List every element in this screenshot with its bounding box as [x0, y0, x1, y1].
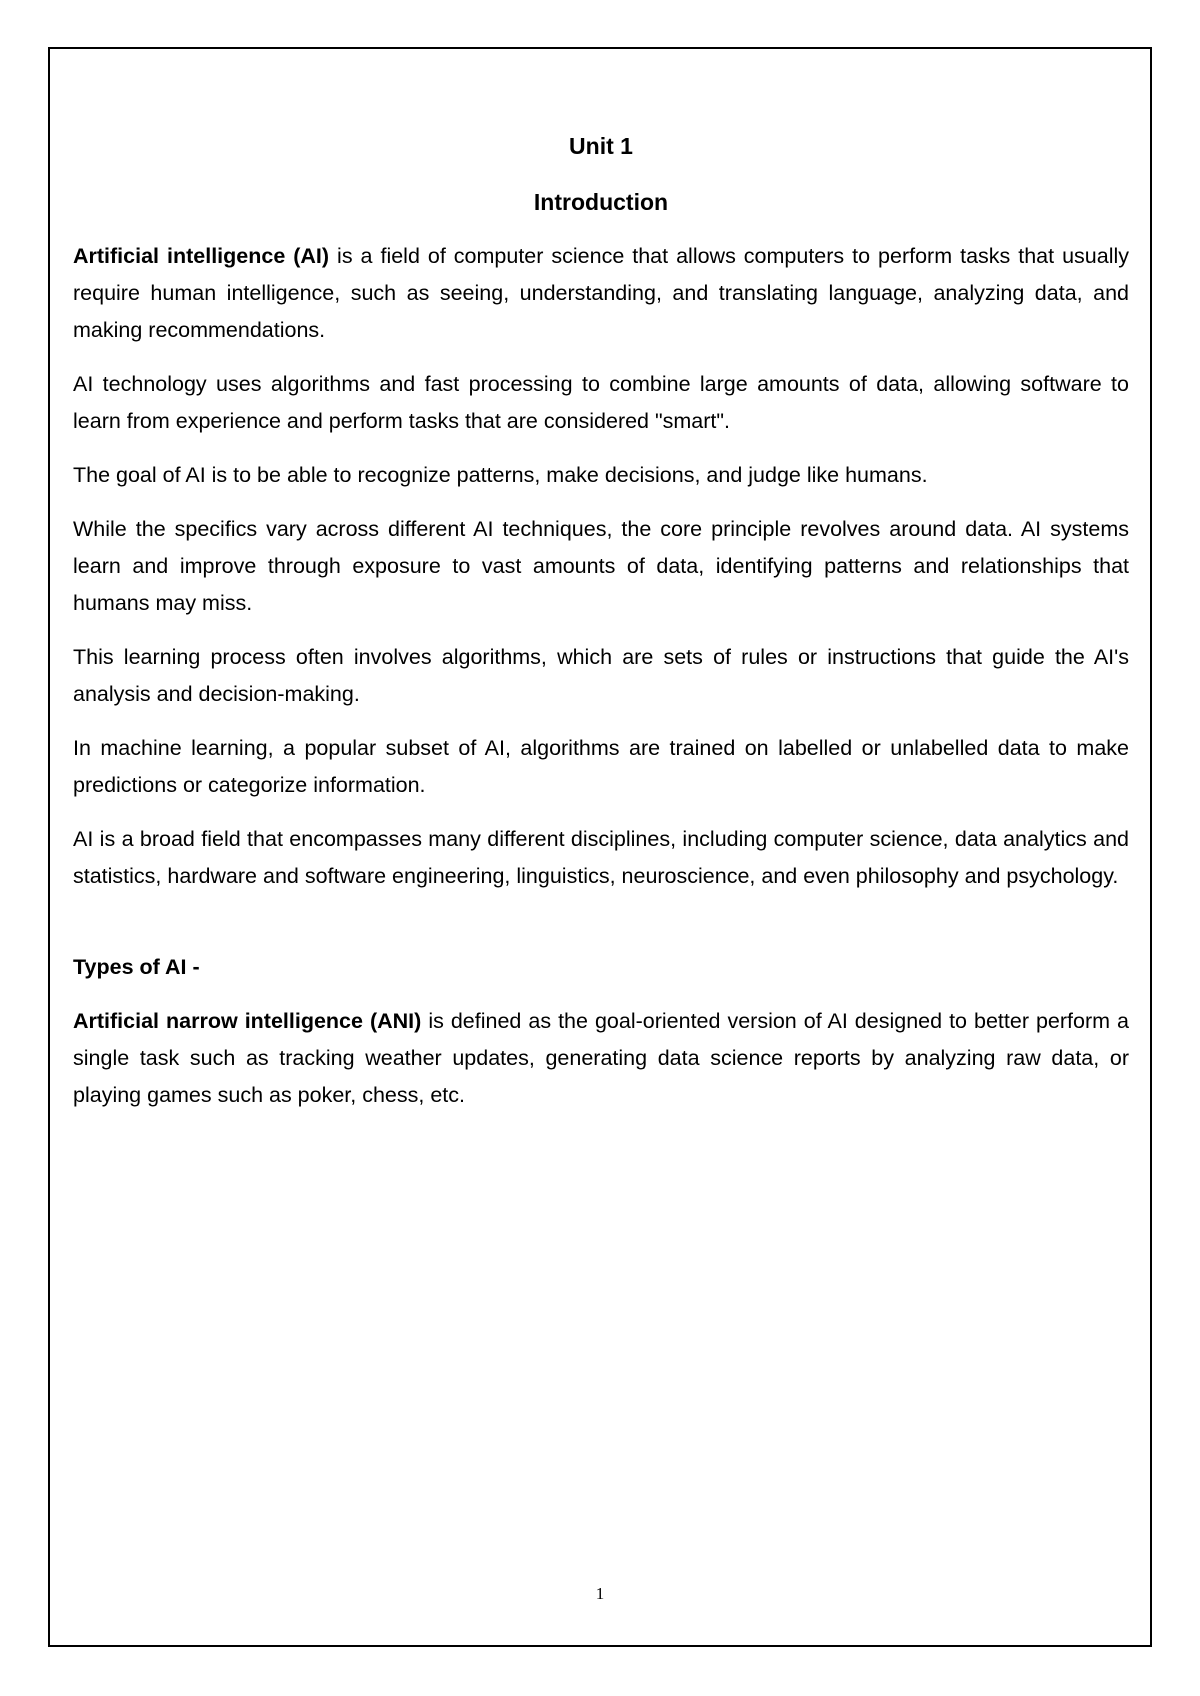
paragraph-ani-definition — [73, 1003, 1129, 1114]
paragraph-text: is a field of computer science that allows computers to perform tasks that usually require human intelligence, such as seeing, understanding, and translating language, analyzing data, and making recommendations. — [73, 244, 1130, 342]
paragraph-ai-definition — [73, 238, 1129, 349]
blank-line — [73, 912, 1129, 949]
unit-title: Unit 1 — [569, 133, 633, 159]
paragraph-learning-process: This learning process often involves algorithms, which are sets of rules or instructions that guide the AI's analysis and decision-making. — [73, 645, 1129, 706]
section-title: Introduction — [533, 189, 669, 215]
paragraph-lead-term: Artificial intelligence (AI) — [73, 244, 330, 268]
page-number: 1 — [595, 1584, 605, 1603]
paragraph-ai-core-principle: While the specifics vary across different AI techniques, the core principle revolves around data. AI systems learn and improve through exposure to vast amounts of data, identifying patterns and relationships that humans may miss. — [73, 517, 1129, 615]
paragraph-ai-technology: AI technology uses algorithms and fast processing to combine large amounts of data, allowing software to learn from experience and perform tasks that are considered "smart". — [73, 372, 1129, 433]
document-body — [73, 132, 1129, 1131]
types-heading: Types of AI - — [73, 955, 200, 979]
paragraph-ai-disciplines: AI is a broad field that encompasses many different disciplines, including computer science, data analytics and statistics, hardware and software engineering, linguistics, neuroscience, and even philosophy and psychology. — [73, 827, 1129, 888]
paragraph-machine-learning: In machine learning, a popular subset of AI, algorithms are trained on labelled or unlabelled data to make predictions or categorize information. — [73, 736, 1129, 797]
paragraph-text: is defined as the goal-oriented version of AI designed to better perform a single task such as tracking weather updates, generating data science reports by analyzing raw data, or playing games such as poker, chess, etc. — [73, 1009, 1130, 1107]
paragraph-lead-term: Artificial narrow intelligence (ANI) — [73, 1009, 422, 1033]
paragraph-ai-goal: The goal of AI is to be able to recognize patterns, make decisions, and judge like humans. — [73, 463, 928, 487]
